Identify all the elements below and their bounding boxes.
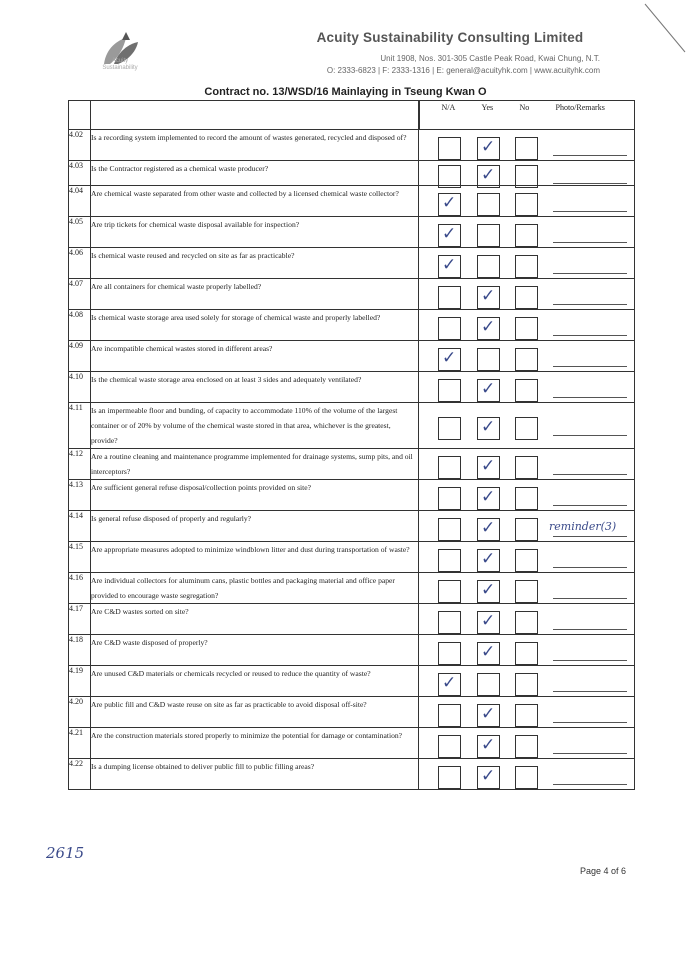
na-checkbox[interactable] bbox=[438, 379, 461, 402]
tick-mark-icon: ✓ bbox=[481, 286, 496, 306]
na-checkbox[interactable] bbox=[438, 317, 461, 340]
row-marks bbox=[419, 604, 635, 635]
checklist-table bbox=[68, 100, 635, 790]
na-checkbox[interactable] bbox=[438, 673, 461, 696]
checklist-row bbox=[69, 635, 635, 666]
no-checkbox[interactable] bbox=[515, 379, 538, 402]
remarks-line bbox=[553, 366, 627, 367]
row-question: Is the Contractor registered as a chemical waste producer? bbox=[91, 161, 419, 186]
header-num-cell bbox=[69, 101, 91, 130]
row-marks bbox=[419, 666, 635, 697]
remarks-line bbox=[553, 753, 627, 754]
no-checkbox[interactable] bbox=[515, 487, 538, 510]
tick-mark-icon: ✓ bbox=[442, 255, 457, 275]
row-question: Are a routine cleaning and maintenance programme implemented for drainage systems, sump pits, and oil interceptors? bbox=[91, 449, 419, 480]
header-question-cell bbox=[91, 101, 419, 130]
row-marks bbox=[419, 728, 635, 759]
na-checkbox[interactable] bbox=[438, 224, 461, 247]
remarks-line bbox=[553, 567, 627, 568]
checklist-row bbox=[69, 542, 635, 573]
tick-mark-icon: ✓ bbox=[481, 642, 496, 662]
row-number: 4.18 bbox=[69, 635, 91, 666]
row-question: Are C&D waste disposed of properly? bbox=[91, 635, 419, 666]
yes-checkbox[interactable] bbox=[477, 580, 500, 603]
row-question: Is chemical waste reused and recycled on site as far as practicable? bbox=[91, 248, 419, 279]
na-checkbox[interactable] bbox=[438, 417, 461, 440]
row-number: 4.13 bbox=[69, 480, 91, 511]
row-marks bbox=[419, 279, 635, 310]
yes-checkbox[interactable] bbox=[477, 611, 500, 634]
checklist-row bbox=[69, 759, 635, 790]
tick-mark-icon: ✓ bbox=[481, 518, 496, 538]
remarks-line bbox=[553, 211, 627, 212]
no-checkbox[interactable] bbox=[515, 735, 538, 758]
remarks-line bbox=[553, 784, 627, 785]
row-marks bbox=[419, 161, 635, 186]
tick-mark-icon: ✓ bbox=[442, 673, 457, 693]
no-checkbox[interactable] bbox=[515, 317, 538, 340]
remarks-line bbox=[553, 397, 627, 398]
row-question: Are the construction materials stored properly to minimize the potential for damage or contamination? bbox=[91, 728, 419, 759]
no-checkbox[interactable] bbox=[515, 704, 538, 727]
header-remarks: Photo/Remarks bbox=[555, 103, 605, 112]
row-question: Is the chemical waste storage area enclosed on at least 3 sides and adequately ventilated? bbox=[91, 372, 419, 403]
checklist-row bbox=[69, 372, 635, 403]
header-yes: Yes bbox=[481, 103, 494, 112]
remarks-line bbox=[553, 273, 627, 274]
checklist-row bbox=[69, 449, 635, 480]
no-checkbox[interactable] bbox=[515, 348, 538, 371]
remarks-line bbox=[553, 722, 627, 723]
row-number: 4.20 bbox=[69, 697, 91, 728]
tick-mark-icon: ✓ bbox=[481, 379, 496, 399]
checklist-row bbox=[69, 697, 635, 728]
yes-checkbox[interactable] bbox=[477, 456, 500, 479]
na-checkbox[interactable] bbox=[438, 549, 461, 572]
row-number: 4.15 bbox=[69, 542, 91, 573]
tick-mark-icon: ✓ bbox=[481, 137, 496, 157]
no-checkbox[interactable] bbox=[515, 549, 538, 572]
handwritten-remark: reminder(3) bbox=[549, 520, 617, 533]
row-marks bbox=[419, 130, 635, 161]
tick-mark-icon: ✓ bbox=[481, 704, 496, 724]
yes-checkbox[interactable] bbox=[477, 286, 500, 309]
row-question: Are public fill and C&D waste reuse on site as far as practicable to avoid disposal off-site? bbox=[91, 697, 419, 728]
tick-mark-icon: ✓ bbox=[481, 417, 496, 437]
na-checkbox[interactable] bbox=[438, 456, 461, 479]
na-checkbox[interactable] bbox=[438, 735, 461, 758]
no-checkbox[interactable] bbox=[515, 642, 538, 665]
header-no: No bbox=[519, 103, 530, 112]
na-checkbox[interactable] bbox=[438, 611, 461, 634]
tick-mark-icon: ✓ bbox=[481, 611, 496, 631]
na-checkbox[interactable] bbox=[438, 766, 461, 789]
header-marks-cell bbox=[419, 101, 635, 130]
handwritten-number: 2615 bbox=[46, 844, 85, 862]
no-checkbox[interactable] bbox=[515, 286, 538, 309]
row-number: 4.03 bbox=[69, 161, 91, 186]
no-checkbox[interactable] bbox=[515, 673, 538, 696]
no-checkbox[interactable] bbox=[515, 766, 538, 789]
corner-pen-mark-icon bbox=[641, 0, 691, 60]
checklist-row bbox=[69, 341, 635, 372]
na-checkbox[interactable] bbox=[438, 518, 461, 541]
row-marks bbox=[419, 248, 635, 279]
company-contacts: O: 2333-6823 | F: 2333-1316 | E: general@acuityhk.com | www.acuityhk.com bbox=[326, 66, 600, 75]
no-checkbox[interactable] bbox=[515, 580, 538, 603]
logo-caption bbox=[88, 58, 152, 72]
yes-checkbox[interactable] bbox=[477, 224, 500, 247]
checklist-row bbox=[69, 666, 635, 697]
row-marks bbox=[419, 759, 635, 790]
checklist-row bbox=[69, 161, 635, 186]
na-checkbox[interactable] bbox=[438, 487, 461, 510]
yes-checkbox[interactable] bbox=[477, 673, 500, 696]
checklist-row bbox=[69, 480, 635, 511]
row-number: 4.14 bbox=[69, 511, 91, 542]
row-number: 4.17 bbox=[69, 604, 91, 635]
yes-checkbox[interactable] bbox=[477, 487, 500, 510]
checklist-row bbox=[69, 186, 635, 217]
checklist-row bbox=[69, 403, 635, 449]
remarks-line bbox=[553, 474, 627, 475]
row-marks bbox=[419, 341, 635, 372]
row-marks bbox=[419, 542, 635, 573]
checklist-row bbox=[69, 310, 635, 341]
na-checkbox[interactable] bbox=[438, 704, 461, 727]
remarks-line bbox=[553, 691, 627, 692]
company-name: Acuity Sustainability Consulting Limited bbox=[316, 30, 584, 45]
tick-mark-icon: ✓ bbox=[481, 165, 496, 185]
no-checkbox[interactable] bbox=[515, 193, 538, 216]
checklist-row bbox=[69, 279, 635, 310]
row-number: 4.05 bbox=[69, 217, 91, 248]
row-question: Is chemical waste storage area used solely for storage of chemical waste and properly labelled? bbox=[91, 310, 419, 341]
na-checkbox[interactable] bbox=[438, 642, 461, 665]
tick-mark-icon: ✓ bbox=[442, 193, 457, 213]
no-checkbox[interactable] bbox=[515, 224, 538, 247]
yes-checkbox[interactable] bbox=[477, 766, 500, 789]
tick-mark-icon: ✓ bbox=[481, 317, 496, 337]
checklist-row bbox=[69, 511, 635, 542]
row-number: 4.02 bbox=[69, 130, 91, 161]
row-question: Are appropriate measures adopted to minimize windblown litter and dust during transportation of waste? bbox=[91, 542, 419, 573]
row-question: Are all containers for chemical waste properly labelled? bbox=[91, 279, 419, 310]
yes-checkbox[interactable] bbox=[477, 735, 500, 758]
remarks-line bbox=[553, 629, 627, 630]
no-checkbox[interactable] bbox=[515, 611, 538, 634]
remarks-line bbox=[553, 242, 627, 243]
row-question: Are sufficient general refuse disposal/collection points provided on site? bbox=[91, 480, 419, 511]
row-number: 4.07 bbox=[69, 279, 91, 310]
remarks-line bbox=[553, 155, 627, 156]
row-marks bbox=[419, 403, 635, 449]
remarks-line bbox=[553, 304, 627, 305]
checklist-row bbox=[69, 573, 635, 604]
row-marks bbox=[419, 186, 635, 217]
company-address: Unit 1908, Nos. 301-305 Castle Peak Road, Kwai Chung, N.T. bbox=[380, 54, 600, 63]
checklist-row bbox=[69, 604, 635, 635]
row-number: 4.16 bbox=[69, 573, 91, 604]
tick-mark-icon: ✓ bbox=[481, 549, 496, 569]
yes-checkbox[interactable] bbox=[477, 348, 500, 371]
row-number: 4.10 bbox=[69, 372, 91, 403]
row-question: Are chemical waste separated from other waste and collected by a licensed chemical waste collector? bbox=[91, 186, 419, 217]
row-question: Is a recording system implemented to record the amount of wastes generated, recycled and disposed of? bbox=[91, 130, 419, 161]
row-question: Are trip tickets for chemical waste disposal available for inspection? bbox=[91, 217, 419, 248]
yes-checkbox[interactable] bbox=[477, 549, 500, 572]
no-checkbox[interactable] bbox=[515, 255, 538, 278]
tick-mark-icon: ✓ bbox=[481, 487, 496, 507]
row-number: 4.06 bbox=[69, 248, 91, 279]
row-question: Is general refuse disposed of properly and regularly? bbox=[91, 511, 419, 542]
logo-caption-line2: Sustainability bbox=[102, 65, 138, 71]
yes-checkbox[interactable] bbox=[477, 193, 500, 216]
tick-mark-icon: ✓ bbox=[442, 224, 457, 244]
contract-title: Contract no. 13/WSD/16 Mainlaying in Tseung Kwan O bbox=[204, 86, 487, 98]
no-checkbox[interactable] bbox=[515, 456, 538, 479]
yes-checkbox[interactable] bbox=[477, 704, 500, 727]
row-number: 4.22 bbox=[69, 759, 91, 790]
yes-checkbox[interactable] bbox=[477, 518, 500, 541]
row-number: 4.19 bbox=[69, 666, 91, 697]
remarks-line bbox=[553, 505, 627, 506]
row-marks bbox=[419, 480, 635, 511]
row-marks bbox=[419, 697, 635, 728]
row-marks bbox=[419, 573, 635, 604]
remarks-line bbox=[553, 335, 627, 336]
na-checkbox[interactable] bbox=[438, 580, 461, 603]
row-number: 4.12 bbox=[69, 449, 91, 480]
row-number: 4.09 bbox=[69, 341, 91, 372]
checklist-row bbox=[69, 130, 635, 161]
checklist-row bbox=[69, 217, 635, 248]
na-checkbox[interactable] bbox=[438, 255, 461, 278]
remarks-line bbox=[553, 598, 627, 599]
na-checkbox[interactable] bbox=[438, 348, 461, 371]
remarks-line bbox=[553, 660, 627, 661]
tick-mark-icon: ✓ bbox=[481, 735, 496, 755]
remarks-line bbox=[553, 536, 627, 537]
row-number: 4.21 bbox=[69, 728, 91, 759]
checklist-row bbox=[69, 248, 635, 279]
tick-mark-icon: ✓ bbox=[442, 348, 457, 368]
header-na: N/A bbox=[441, 103, 456, 112]
tick-mark-icon: ✓ bbox=[481, 766, 496, 786]
row-question: Is an impermeable floor and bunding, of capacity to accommodate 110% of the volume of the largest container or of 20% by volume of the chemical waste stored in that area, whichever is the greatest, provide? bbox=[91, 403, 419, 449]
row-number: 4.08 bbox=[69, 310, 91, 341]
row-marks bbox=[419, 310, 635, 341]
na-checkbox[interactable] bbox=[438, 137, 461, 160]
remarks-line bbox=[553, 435, 627, 436]
row-marks bbox=[419, 372, 635, 403]
tick-mark-icon: ✓ bbox=[481, 456, 496, 476]
tick-mark-icon: ✓ bbox=[481, 580, 496, 600]
row-question: Are C&D wastes sorted on site? bbox=[91, 604, 419, 635]
row-number: 4.04 bbox=[69, 186, 91, 217]
row-marks bbox=[419, 217, 635, 248]
yes-checkbox[interactable] bbox=[477, 317, 500, 340]
na-checkbox[interactable] bbox=[438, 193, 461, 216]
row-marks bbox=[419, 635, 635, 666]
no-checkbox[interactable] bbox=[515, 417, 538, 440]
yes-checkbox[interactable] bbox=[477, 137, 500, 160]
row-marks bbox=[419, 511, 635, 542]
row-marks bbox=[419, 449, 635, 480]
no-checkbox[interactable] bbox=[515, 137, 538, 160]
row-question: Are individual collectors for aluminum cans, plastic bottles and packaging material and office paper provided to encourage waste segregation? bbox=[91, 573, 419, 604]
yes-checkbox[interactable] bbox=[477, 379, 500, 402]
row-question: Are incompatible chemical wastes stored in different areas? bbox=[91, 341, 419, 372]
na-checkbox[interactable] bbox=[438, 286, 461, 309]
remarks-line bbox=[553, 183, 627, 184]
row-number: 4.11 bbox=[69, 403, 91, 449]
yes-checkbox[interactable] bbox=[477, 255, 500, 278]
no-checkbox[interactable] bbox=[515, 518, 538, 541]
yes-checkbox[interactable] bbox=[477, 417, 500, 440]
checklist-row bbox=[69, 728, 635, 759]
row-question: Are unused C&D materials or chemicals recycled or reused to reduce the quantity of waste? bbox=[91, 666, 419, 697]
row-question: Is a dumping license obtained to deliver public fill to public filling areas? bbox=[91, 759, 419, 790]
yes-checkbox[interactable] bbox=[477, 642, 500, 665]
page-number: Page 4 of 6 bbox=[580, 866, 627, 876]
logo-caption-line1: Acuity bbox=[111, 58, 129, 64]
